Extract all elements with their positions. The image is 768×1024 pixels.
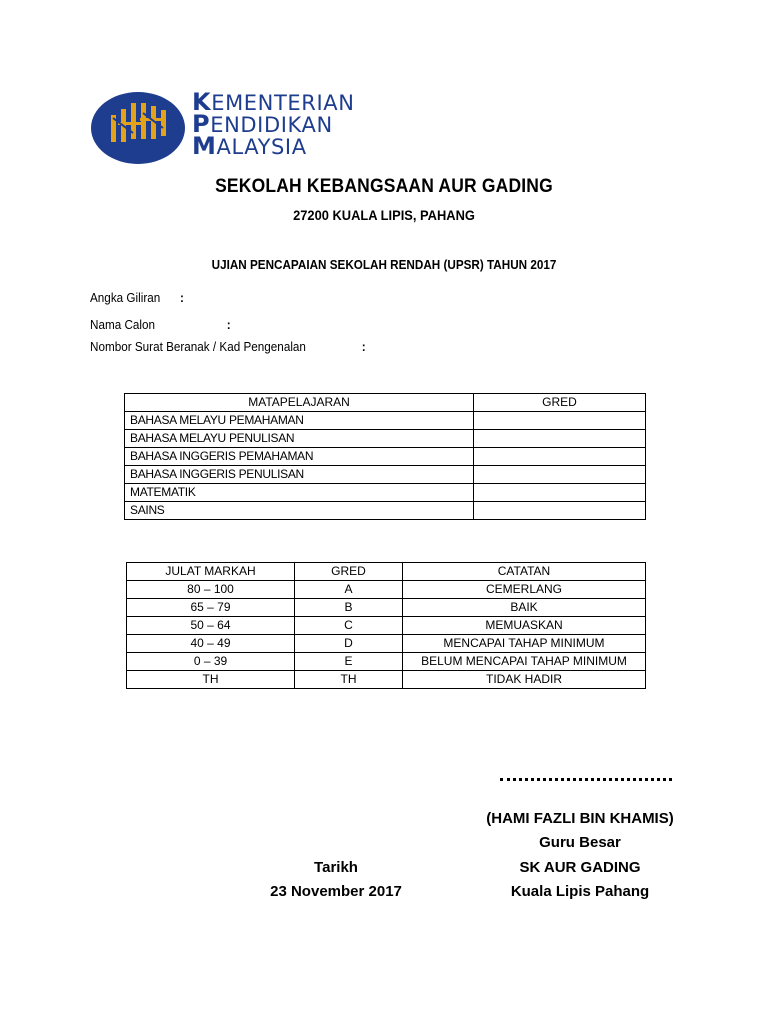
table-header-row [125, 394, 646, 412]
subjects-table [124, 393, 646, 520]
table-row [125, 502, 646, 520]
grade-column-header: GRED [474, 394, 646, 412]
mark-range: 40 – 49 [127, 635, 295, 653]
subject-grade-cell[interactable] [474, 448, 646, 466]
remarks: CEMERLANG [403, 581, 646, 599]
grade-scale-table [126, 562, 646, 689]
mark-range: 80 – 100 [127, 581, 295, 599]
subject-name: BAHASA MELAYU PEMAHAMAN [125, 412, 474, 430]
roll-number-label: Angka Giliran [90, 290, 161, 305]
table-row [127, 581, 646, 599]
subject-name: BAHASA MELAYU PENULISAN [125, 430, 474, 448]
candidate-name-label: Nama Calon [90, 317, 156, 332]
exam-title: UJIAN PENCAPAIAN SEKOLAH RENDAH (UPSR) TAHUN 2017 [211, 257, 557, 272]
grade-header: GRED [295, 563, 403, 581]
date-value: 23 November 2017 [270, 883, 402, 900]
mark-range: 0 – 39 [127, 653, 295, 671]
school-name: SEKOLAH KEBANGSAAN AUR GADING [215, 176, 553, 197]
grade: D [295, 635, 403, 653]
table-header-row [127, 563, 646, 581]
id-number-label: Nombor Surat Beranak / Kad Pengenalan [90, 339, 306, 354]
subject-name: BAHASA INGGERIS PEMAHAMAN [125, 448, 474, 466]
roll-number-field[interactable] [90, 290, 184, 305]
table-row [127, 599, 646, 617]
headmaster-name: (HAMI FAZLI BIN KHAMIS) [486, 810, 674, 827]
remarks: BELUM MENCAPAI TAHAP MINIMUM [403, 653, 646, 671]
table-row [125, 484, 646, 502]
grade: A [295, 581, 403, 599]
logo-line-1: KEMENTERIAN [192, 88, 355, 116]
signature-school: SK AUR GADING [519, 859, 641, 876]
remarks-header: CATATAN [403, 563, 646, 581]
table-row [125, 448, 646, 466]
grade: B [295, 599, 403, 617]
grade: TH [295, 671, 403, 689]
date-label: Tarikh [314, 859, 358, 876]
signature-location: Kuala Lipis Pahang [510, 883, 650, 900]
remarks: BAIK [403, 599, 646, 617]
grade: E [295, 653, 403, 671]
table-row [125, 430, 646, 448]
table-row [127, 617, 646, 635]
table-row [125, 412, 646, 430]
table-row [127, 635, 646, 653]
signature-line [500, 772, 672, 781]
mark-range-header: JULAT MARKAH [127, 563, 295, 581]
subject-grade-cell[interactable] [474, 502, 646, 520]
remarks: MEMUASKAN [403, 617, 646, 635]
candidate-name-colon: : [226, 317, 231, 332]
table-row [127, 653, 646, 671]
subject-grade-cell[interactable] [474, 466, 646, 484]
table-row [125, 466, 646, 484]
subject-grade-cell[interactable] [474, 430, 646, 448]
logo-line-2: PENDIDIKAN [192, 110, 333, 138]
logo-emblem [91, 92, 185, 164]
roll-number-colon: : [180, 290, 184, 305]
remarks: MENCAPAI TAHAP MINIMUM [403, 635, 646, 653]
mark-range: TH [127, 671, 295, 689]
headmaster-title: Guru Besar [539, 834, 621, 851]
mark-range: 50 – 64 [127, 617, 295, 635]
subject-column-header: MATAPELAJARAN [125, 394, 474, 412]
id-number-field[interactable] [90, 339, 366, 354]
mark-range: 65 – 79 [127, 599, 295, 617]
candidate-name-field[interactable] [90, 317, 231, 332]
subject-grade-cell[interactable] [474, 484, 646, 502]
subject-name: MATEMATIK [125, 484, 474, 502]
remarks: TIDAK HADIR [403, 671, 646, 689]
school-address: 27200 KUALA LIPIS, PAHANG [293, 207, 475, 223]
logo-line-3: MALAYSIA [192, 132, 307, 160]
subject-grade-cell[interactable] [474, 412, 646, 430]
id-number-colon: : [361, 339, 366, 354]
logo-wordmark [192, 88, 355, 160]
subject-name: BAHASA INGGERIS PENULISAN [125, 466, 474, 484]
subject-name: SAINS [125, 502, 474, 520]
grade: C [295, 617, 403, 635]
table-row [127, 671, 646, 689]
